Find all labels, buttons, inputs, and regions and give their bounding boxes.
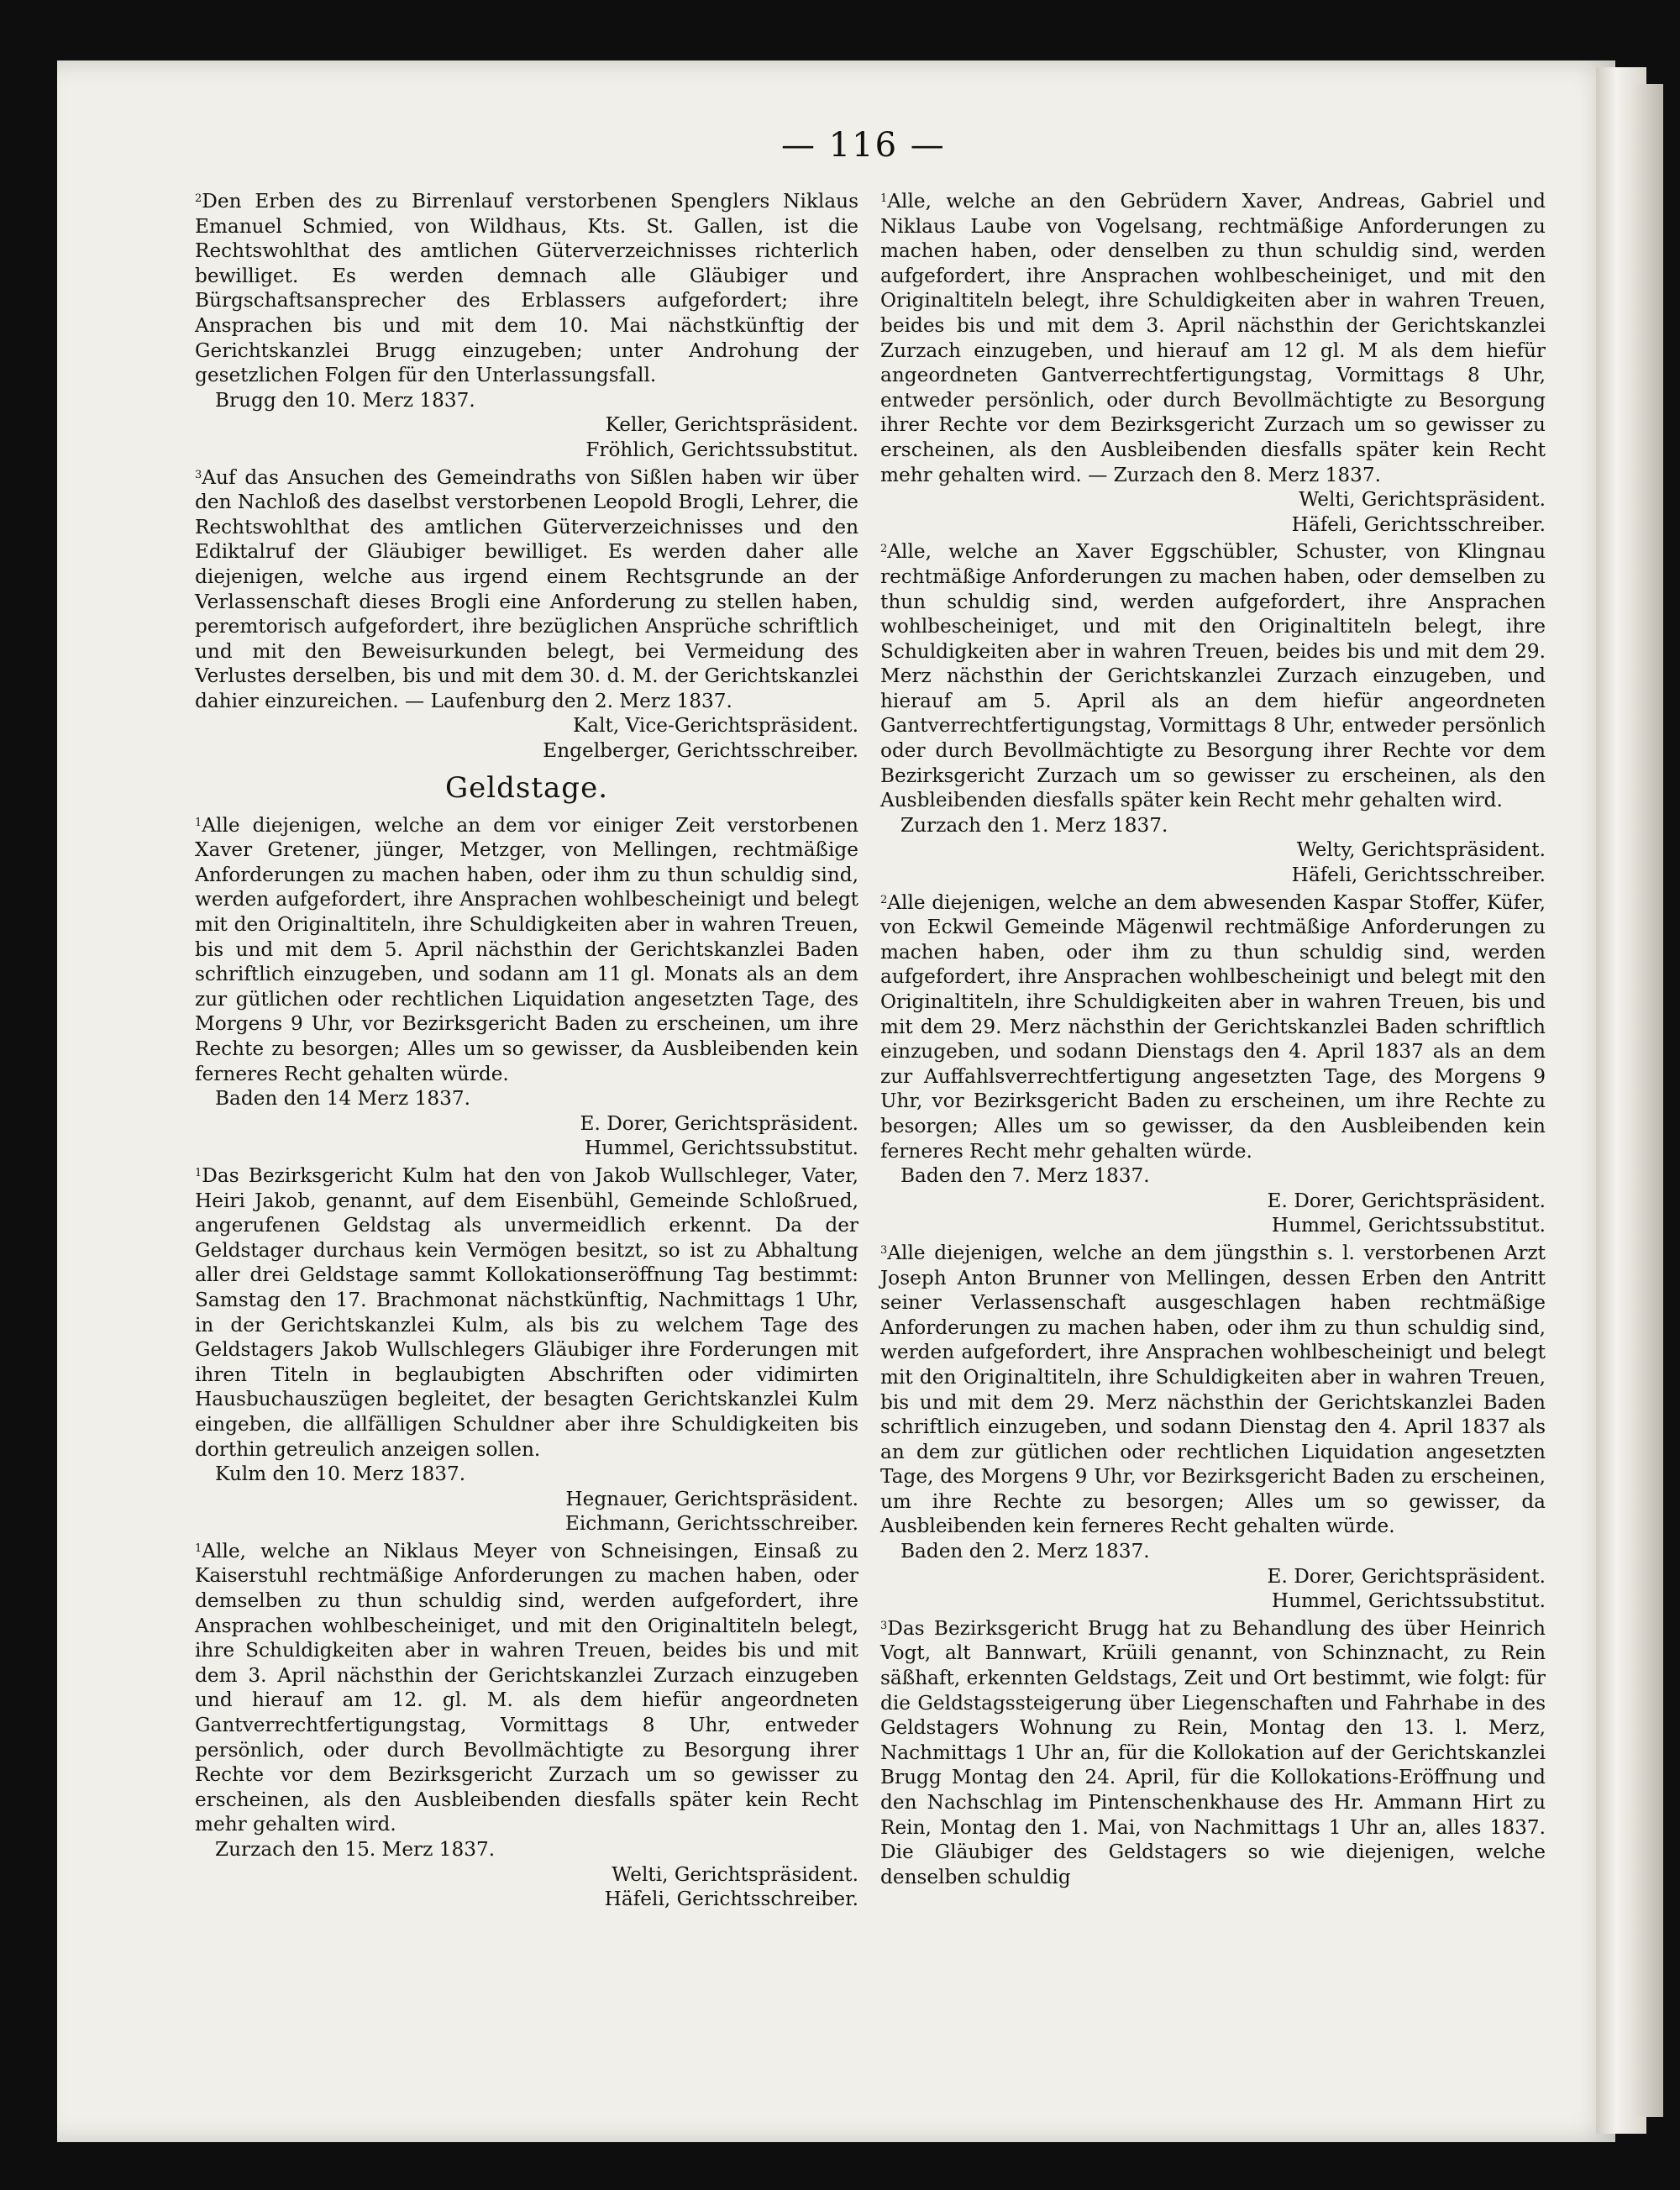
notice-gretener	[195, 811, 858, 1087]
notice-text: Den Erben des zu Birrenlauf verstorbenen Spenglers Niklaus Emanuel Schmied, von Wildhaus, Kts. St. Gallen, ist die Rechtswohlthat des amtlichen Güterverzeichnisses richterlich bewilliget. Es werden demnach alle Gläubiger und Bürgschaftsansprecher des Erblassers aufgefordert; ihre Ansprachen bis und mit dem 10. Mai nächstkünftig der Gerichtskanzlei Brugg einzugeben; unter Androhung der gesetzlichen Folgen für den Unterlassungsfall.	[195, 190, 858, 387]
notice-laube	[880, 186, 1546, 487]
signature: Hummel, Gerichtssubstitut.	[1271, 1214, 1546, 1237]
notice-text: Alle diejenigen, welche an dem abwesenden Kaspar Stoffer, Küfer, von Eckwil Gemeinde Mägenwil rechtmäßige Anforderungen zu machen haben, oder ihm zu thun schuldig sind, werden aufgefordert, ihre Ansprachen wohlbescheinigt und belegt mit den Originaltiteln, ihre Schuldigkeiten aber in wahren Treuen, bis und mit dem 29. Merz nächsthin der Gerichtskanzlei Baden schriftlich einzugeben, und sodann Dienstags den 4. April 1837 als an dem zur Auffahlsverrechtfertigung angesetzten Tage, des Morgens 9 Uhr, vor Bezirksgericht Baden zu erscheinen, um ihre Rechte zu besorgen; Alles um so gewisser, da den Ausbleibenden kein ferneres Recht mehr gehalten würde.	[880, 890, 1546, 1163]
signature: E. Dorer, Gerichtspräsident.	[1267, 1564, 1546, 1588]
signature: Hummel, Gerichtssubstitut.	[584, 1137, 858, 1160]
section-heading: Geldstage.	[445, 770, 608, 805]
dateline: Zurzach den 1. Merz 1837.	[900, 813, 1168, 837]
signature: Welty, Gerichtspräsident.	[1296, 838, 1546, 862]
signature: Hegnauer, Gerichtspräsident.	[565, 1487, 858, 1510]
notice-meyer	[195, 1536, 858, 1837]
notice-number: 1	[880, 192, 888, 205]
notice-text: Alle, welche an Xaver Eggschübler, Schuster, von Klingnau rechtmäßige Anforderungen zu machen haben, oder demselben zu thun schuldig sind, werden aufgefordert, ihre Ansprachen wohlbescheiniget, und mit den Originaltiteln belegt, ihre Schuldigkeiten aber in wahren Treuen, beides bis und mit dem 29. Merz nächsthin der Gerichtskanzlei Zurzach einzugeben, und hierauf am 5. April als an dem hiefür angeordneten Gantverrechtfertigungstag, Vormittags 8 Uhr, entweder persönlich oder durch Bevollmächtigte zu Besorgung ihrer Rechte vor dem Bezirksgericht Zurzach um so gewisser zu erscheinen, als den Ausbleibenden diesfalls später kein Recht mehr gehalten wird.	[880, 540, 1546, 812]
notice-brogli	[195, 463, 858, 714]
notice-wullschleger	[195, 1161, 858, 1462]
notice-eggschuebler	[880, 537, 1546, 813]
notice-text: Alle, welche an Niklaus Meyer von Schneisingen, Einsaß zu Kaiserstuhl rechtmäßige Anforderungen zu machen haben, oder demselben zu thun schuldig sind, werden aufgefordert, ihre Ansprachen wohlbescheiniget, und mit den Originaltiteln belegt, ihre Schuldigkeiten aber in wahren Treuen, beides bis und mit dem 3. April nächsthin der Gerichtskanzlei Zurzach einzugeben und hierauf am 12. gl. M. als dem hiefür angeordneten Gantverrechtfertigungstag, Vormittags 8 Uhr, entweder persönlich, oder durch Bevollmächtigte zu Besorgung ihrer Rechte vor dem Bezirksgericht Zurzach um so gewisser zu erscheinen, als den Ausbleibenden diesfalls später kein Recht mehr gehalten wird.	[195, 1539, 858, 1836]
notice-number: 2	[195, 192, 202, 205]
signature: E. Dorer, Gerichtspräsident.	[580, 1111, 858, 1135]
signature: Welti, Gerichtspräsident.	[612, 1862, 858, 1886]
signature: Kalt, Vice-Gerichtspräsident.	[572, 714, 858, 738]
dateline: Baden den 7. Merz 1837.	[900, 1164, 1150, 1188]
signature: Häfeli, Gerichtsschreiber.	[1291, 512, 1546, 536]
left-column	[195, 186, 858, 1912]
notice-vogt	[880, 1614, 1546, 1890]
dateline: Zurzach den 15. Merz 1837.	[215, 1838, 496, 1861]
notice-erben-schmied	[195, 186, 858, 388]
notice-number: 1	[195, 1166, 202, 1179]
signature: Keller, Gerichtspräsident.	[605, 413, 858, 437]
dateline: Baden den 2. Merz 1837.	[900, 1540, 1150, 1563]
notice-text: Alle diejenigen, welche an dem vor einiger Zeit verstorbenen Xaver Gretener, jünger, Metzger, von Mellingen, rechtmäßige Anforderungen zu machen haben, oder ihm zu thun schuldig sind, werden aufgefordert, ihre Ansprachen wohlbescheinigt und belegt mit den Originaltiteln, ihre Schuldigkeiten aber in wahren Treuen, bis und mit dem 5. April nächsthin der Gerichtskanzlei Baden schriftlich einzugeben, und sodann am 11 gl. Monats als an dem zur gütlichen oder rechtlichen Liquidation angesetzten Tage, des Morgens 9 Uhr, vor Bezirksgericht Baden zu erscheinen, um ihre Rechte zu besorgen; Alles um so gewisser, da Ausbleibenden kein ferneres Recht gehalten würde.	[195, 813, 858, 1085]
notice-number: 2	[880, 893, 888, 906]
notice-text: Alle, welche an den Gebrüdern Xaver, Andreas, Gabriel und Niklaus Laube von Vogelsang, rechtmäßige Anforderungen zu machen haben, oder denselben zu thun schuldig sind, werden aufgefordert, ihre Ansprachen wohlbescheiniget, und mit den Originaltiteln belegt, ihre Schuldigkeiten aber in wahren Treuen, beides bis und mit dem 3. April nächsthin der Gerichtskanzlei Zurzach einzugeben, und hierauf am 12 gl. M als dem hiefür angeordneten Gantverrechtfertigungstag, Vormittags 8 Uhr, entweder persönlich, oder durch Bevollmächtigte zu Besorgung ihrer Rechte vor dem Bezirksgericht Zurzach um so gewisser zu erscheinen, als den Ausbleibenden diesfalls später kein Recht mehr gehalten wird. — Zurzach den 8. Merz 1837.	[880, 190, 1546, 486]
page-edge	[1630, 84, 1663, 2117]
dateline: Brugg den 10. Merz 1837.	[215, 388, 475, 412]
notice-number: 3	[880, 1243, 888, 1257]
notice-stoffer	[880, 888, 1546, 1164]
signature: Welti, Gerichtspräsident.	[1299, 488, 1546, 512]
notice-text: Das Bezirksgericht Brugg hat zu Behandlung des über Heinrich Vogt, alt Bannwart, Krüili genannt, von Schinznacht, zu Rein säßhaft, erkennten Geldstags, Zeit und Ort bestimmt, wie folgt: für die Geldstagssteigerung über Liegenschaften und Fahrhabe in des Geldstagers Wohnung zu Rein, Montag den 13. l. Merz, Nachmittags 1 Uhr an, für die Kollokation auf der Gerichtskanzlei Brugg Montag den 24. April, für die Kollokations-Eröffnung und den Nachschlag im Pintenschenkhause des Hr. Ammann Hirt zu Rein, Montag den 1. Mai, von Nachmittags 1 Uhr an, alles 1837. Die Gläubiger des Geldstagers so wie diejenigen, welche denselben schuldig	[880, 1616, 1546, 1888]
signature: Hummel, Gerichtssubstitut.	[1271, 1589, 1546, 1613]
notice-text: Das Bezirksgericht Kulm hat den von Jakob Wullschleger, Vater, Heiri Jakob, genannt, auf dem Eisenbühl, Gemeinde Schloßrued, angerufenen Geldstag als unvermeidlich erkennt. Da der Geldstager durchaus kein Vermögen besitzt, so ist zu Abhaltung aller drei Geldstage sammt Kollokationseröffnung Tag bestimmt: Samstag den 17. Brachmonat nächstkünftig, Nachmittags 1 Uhr, in der Gerichtskanzlei Kulm, als bis zu welchem Tage des Geldstagers Jakob Wullschlegers Gläubiger ihre Forderungen mit ihren Titeln in beglaubigten Abschriften oder vidimirten Hausbuchauszügen begleitet, der besagten Gerichtskanzlei Kulm eingeben, die allfälligen Schuldner aber ihre Schuldigkeiten bis dorthin getreulich anzeigen sollen.	[195, 1163, 858, 1461]
dateline: Kulm den 10. Merz 1837.	[215, 1463, 466, 1486]
signature: Engelberger, Gerichtsschreiber.	[543, 739, 858, 763]
notice-text: Auf das Ansuchen des Gemeindraths von Sißlen haben wir über den Nachloß des daselbst verstorbenen Leopold Brogli, Lehrer, die Rechtswohlthat des amtlichen Güterverzeichnisses und den Ediktalruf der Gläubiger bewilliget. Es werden daher alle diejenigen, welche aus irgend einem Rechtsgrunde an der Verlassenschaft dieses Brogli eine Anforderung zu stellen haben, peremtorisch aufgefordert, ihre bezüglichen Ansprüche schriftlich und mit den Beweisurkunden belegt, bei Vermeidung des Verlustes derselben, bis und mit dem 30. d. M. der Gerichtskanzlei dahier einzureichen. — Laufenburg den 2. Merz 1837.	[195, 465, 858, 712]
notice-number: 3	[880, 1619, 888, 1632]
signature: Häfeli, Gerichtsschreiber.	[604, 1888, 858, 1911]
signature: Eichmann, Gerichtsschreiber.	[564, 1512, 858, 1536]
page-number: — 116 —	[781, 126, 946, 165]
notice-number: 3	[195, 468, 202, 481]
notice-text: Alle diejenigen, welche an dem jüngsthin s. l. verstorbenen Arzt Joseph Anton Brunner von Mellingen, dessen Erben den Antritt seiner Verlassenschaft ausgeschlagen haben rechtmäßige Anforderungen zu machen haben, oder ihm zu thun schuldig sind, werden aufgefordert, ihre Ansprachen wohlbescheinigt und belegt mit den Originaltiteln, ihre Schuldigkeiten aber in wahren Treuen, bis und mit dem 29. Merz nächsthin der Gerichtskanzlei Baden schriftlich einzugeben, und sodann Dienstag den 4. April 1837 als an dem zur gütlichen oder rechtlichen Liquidation angesetzten Tage, des Morgens 9 Uhr, vor Bezirksgericht Baden zu erscheinen, um ihre Rechte zu besorgen; Alles um so gewisser, da Ausbleibenden kein ferneres Recht gehalten würde.	[880, 1241, 1546, 1538]
dateline: Baden den 14 Merz 1837.	[215, 1087, 470, 1111]
notice-brunner	[880, 1238, 1546, 1539]
notice-number: 1	[195, 816, 202, 829]
notice-number: 1	[195, 1541, 202, 1555]
signature: E. Dorer, Gerichtspräsident.	[1267, 1189, 1546, 1212]
notice-number: 2	[880, 543, 888, 556]
right-column	[880, 186, 1546, 1889]
signature: Fröhlich, Gerichtssubstitut.	[585, 438, 858, 461]
signature: Häfeli, Gerichtsschreiber.	[1291, 864, 1546, 887]
